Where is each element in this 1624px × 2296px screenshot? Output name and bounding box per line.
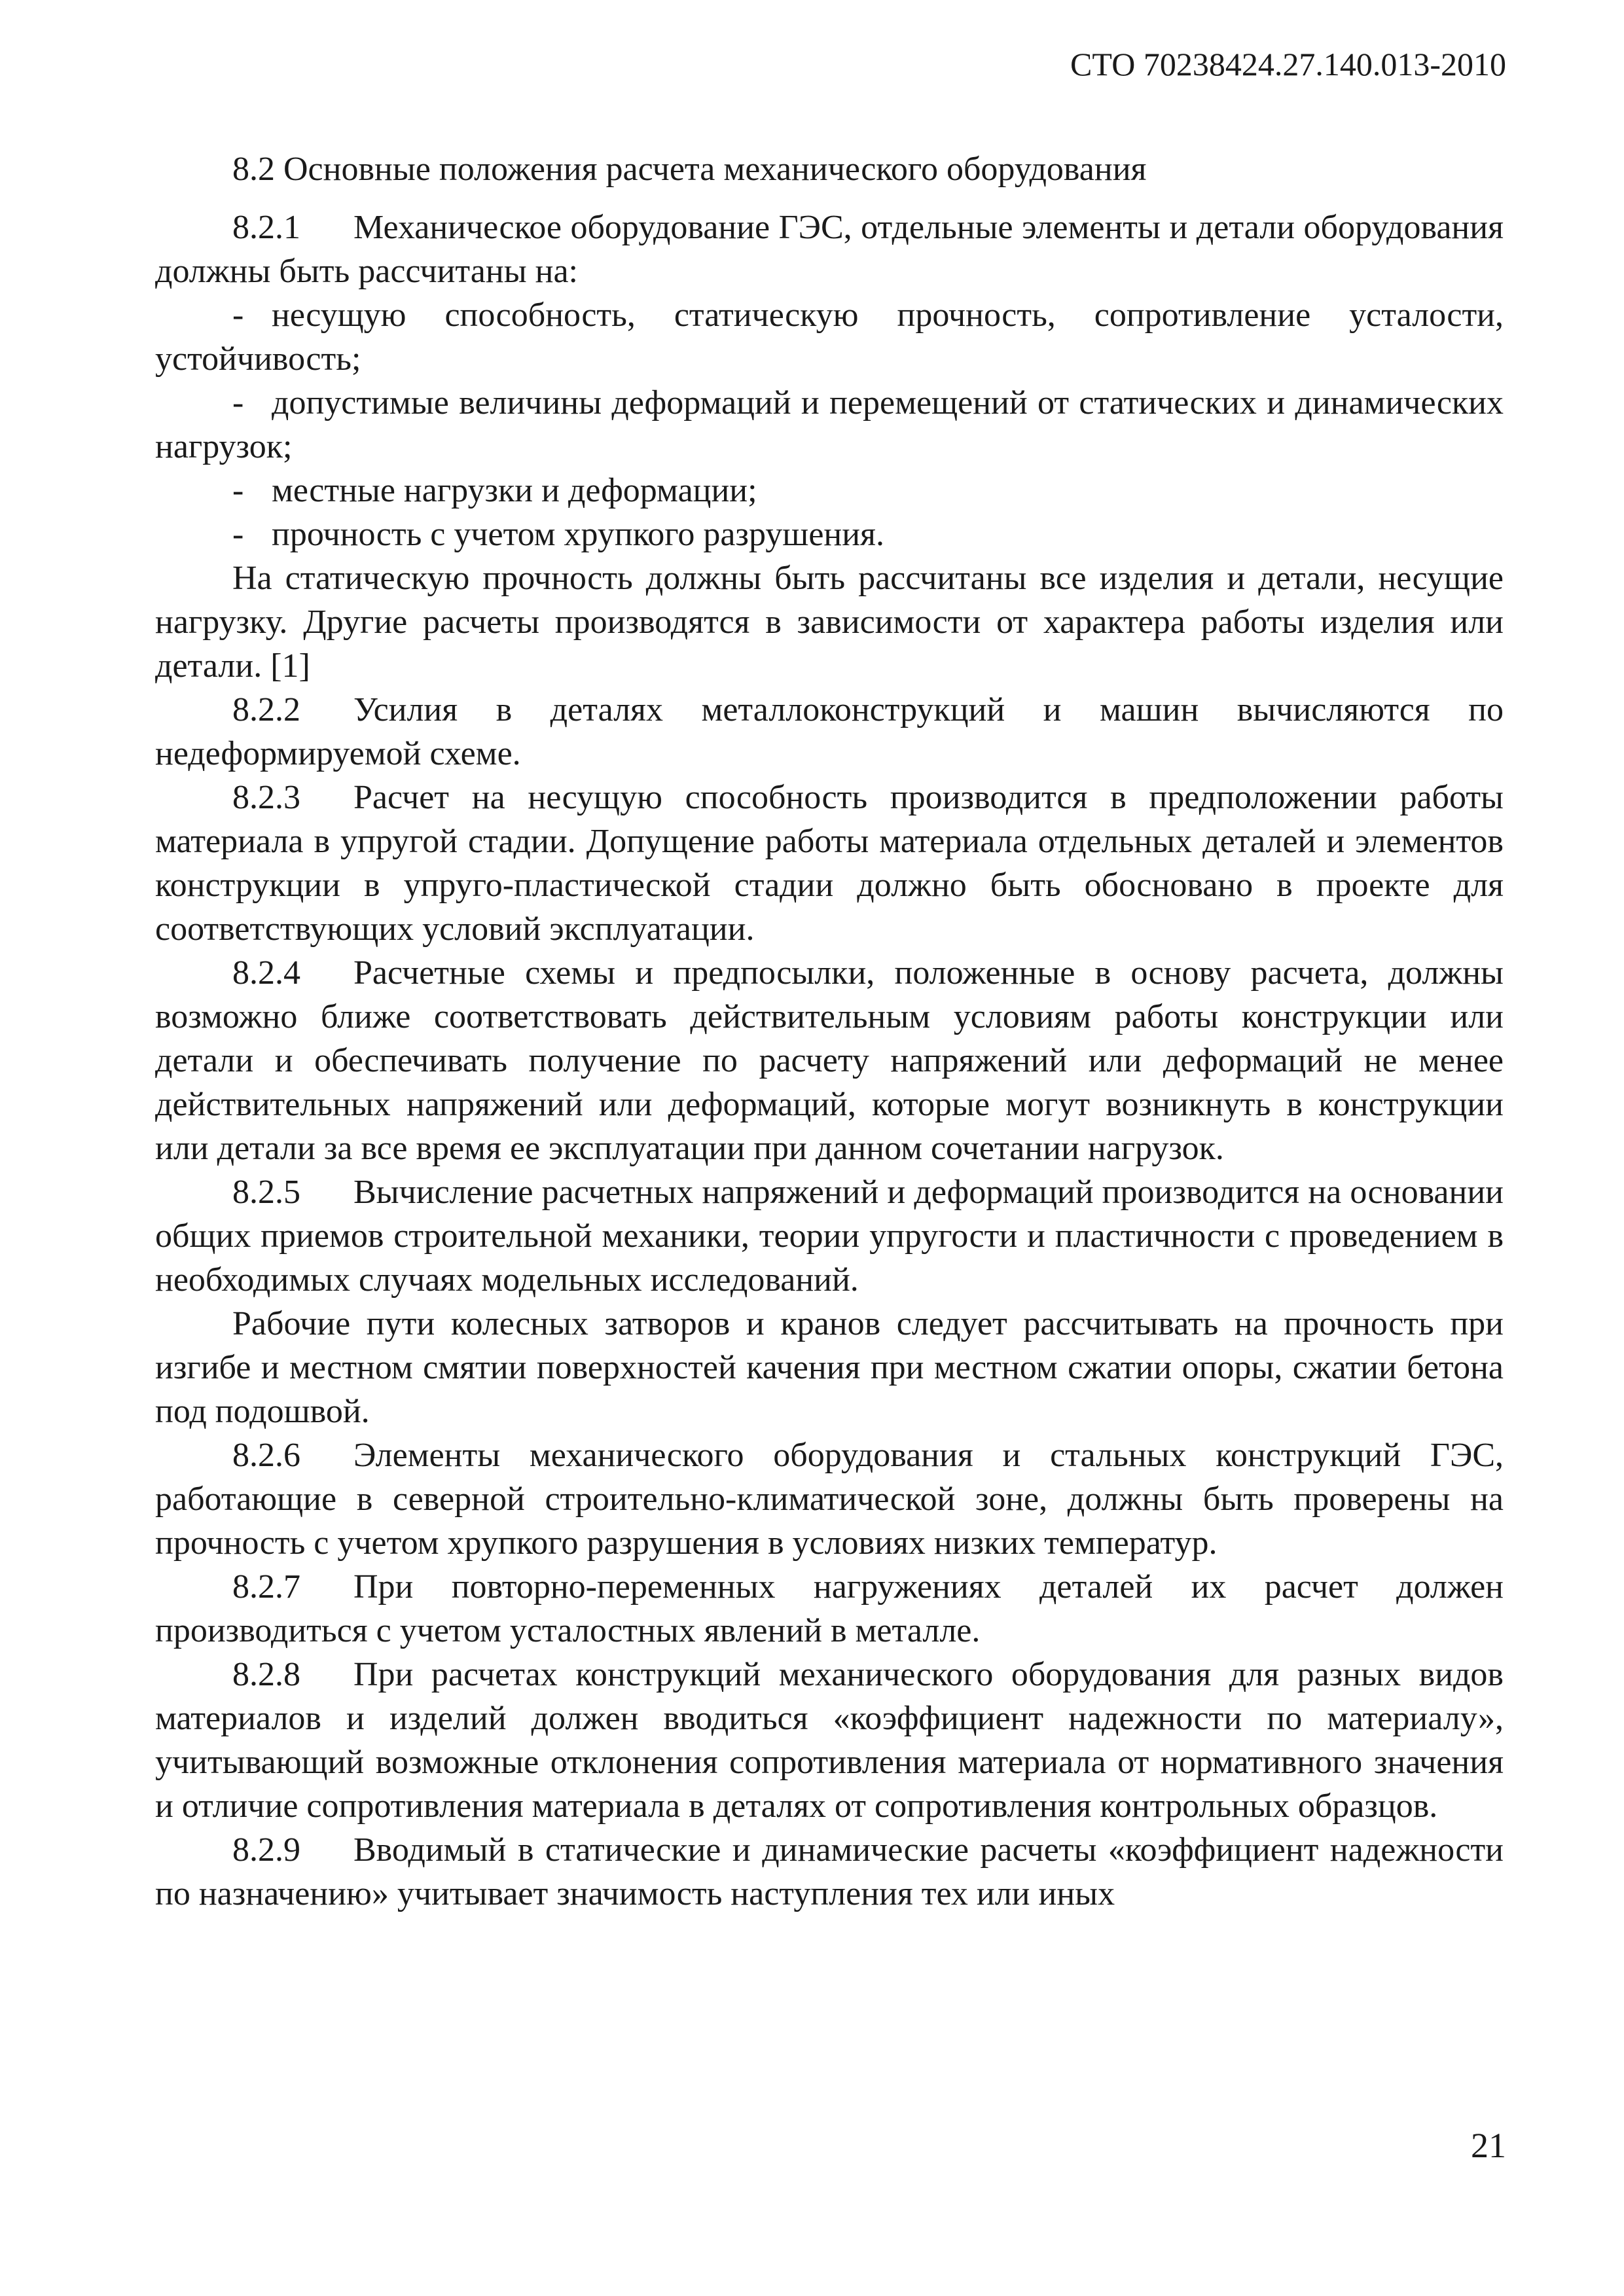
clause-text: Вводимый в статические и динамические расчеты «коэффициент надежности по назначению» учитывает значимость наступления тех или иных [155, 1831, 1504, 1912]
document-code-header: СТО 70238424.27.140.013-2010 [1070, 46, 1506, 82]
page-number: 21 [1471, 2126, 1506, 2165]
clause-number: 8.2.3 [232, 779, 300, 816]
clause-8-2-5 [155, 1170, 1504, 1302]
list-item [155, 293, 1504, 381]
list-item [155, 469, 1504, 512]
list-item [155, 381, 1504, 469]
clause-number: 8.2.2 [232, 691, 300, 728]
clause-8-2-2 [155, 688, 1504, 776]
clause-text: При повторно-переменных нагружениях деталей их расчет должен производиться с учетом усталостных явлений в металле. [155, 1568, 1504, 1649]
list-dash: - [232, 472, 244, 509]
clause-number: 8.2.7 [232, 1568, 300, 1605]
clause-text: Расчетные схемы и предпосылки, положенные в основу расчета, должны возможно ближе соответствовать действительным условиям работы конструкции или детали и обеспечивать получение по расчету напряжений или деформаций не менее действительных напряжений или деформаций, которые могут возникнуть в конструкции или детали за все время ее эксплуатации при данном сочетании нагрузок. [155, 954, 1504, 1167]
clause-number: 8.2.6 [232, 1437, 300, 1474]
clause-8-2-4 [155, 951, 1504, 1170]
section-title: 8.2 Основные положения расчета механического оборудования [232, 151, 1147, 188]
paragraph-static-strength: На статическую прочность должны быть рассчитаны все изделия и детали, несущие нагрузку. Другие расчеты производятся в зависимости от характера работы изделия или детали. [1] [155, 560, 1504, 685]
paragraph-runways: Рабочие пути колесных затворов и кранов следует рассчитывать на прочность при изгибе и местном смятии поверхностей качения при местном сжатии опоры, сжатии бетона под подошвой. [155, 1305, 1504, 1430]
list-item-text: прочность с учетом хрупкого разрушения. [272, 516, 884, 553]
clause-text: Расчет на несущую способность производится в предположении работы материала в упругой стадии. Допущение работы материала отдельных деталей и элементов конструкции в упруго-пластической стадии должно быть обосновано в проекте для соответствующих условий эксплуатации. [155, 779, 1504, 948]
clause-number: 8.2.5 [232, 1174, 300, 1211]
clause-text: Механическое оборудование ГЭС, отдельные элементы и детали оборудования должны быть рассчитаны на: [155, 209, 1504, 290]
list-item-text: допустимые величины деформаций и перемещений от статических и динамических нагрузок; [155, 384, 1504, 465]
clause-8-2-1 [155, 206, 1504, 293]
clause-text: Элементы механического оборудования и стальных конструкций ГЭС, работающие в северной строительно-климатической зоне, должны быть проверены на прочность с учетом хрупкого разрушения в условиях низких температур. [155, 1437, 1504, 1562]
clause-number: 8.2.4 [232, 954, 300, 992]
clause-8-2-3 [155, 776, 1504, 951]
clause-8-2-7 [155, 1565, 1504, 1653]
list-item [155, 512, 1504, 556]
clause-text: При расчетах конструкций механического оборудования для разных видов материалов и изделий должен вводиться «коэффициент надежности по материалу», учитывающий возможные отклонения сопротивления материала от нормативного значения и отличие сопротивления материала в деталях от сопротивления контрольных образцов. [155, 1656, 1504, 1825]
list-dash: - [232, 516, 244, 553]
clause-text: Усилия в деталях металлоконструкций и машин вычисляются по недеформируемой схеме. [155, 691, 1504, 772]
clause-number: 8.2.9 [232, 1831, 300, 1869]
list-item-text: несущую способность, статическую прочность, сопротивление усталости, устойчивость; [155, 296, 1504, 378]
list-item-text: местные нагрузки и деформации; [272, 472, 757, 509]
document-body [155, 147, 1504, 1916]
clause-number: 8.2.1 [232, 209, 300, 246]
clause-8-2-8 [155, 1653, 1504, 1828]
clause-8-2-6 [155, 1433, 1504, 1565]
clause-text: Вычисление расчетных напряжений и деформаций производится на основании общих приемов строительной механики, теории упругости и пластичности с проведением в необходимых случаях модельных исследований. [155, 1174, 1504, 1299]
list-dash: - [232, 384, 244, 422]
clause-8-2-9 [155, 1828, 1504, 1916]
list-dash: - [232, 296, 244, 334]
clause-number: 8.2.8 [232, 1656, 300, 1693]
